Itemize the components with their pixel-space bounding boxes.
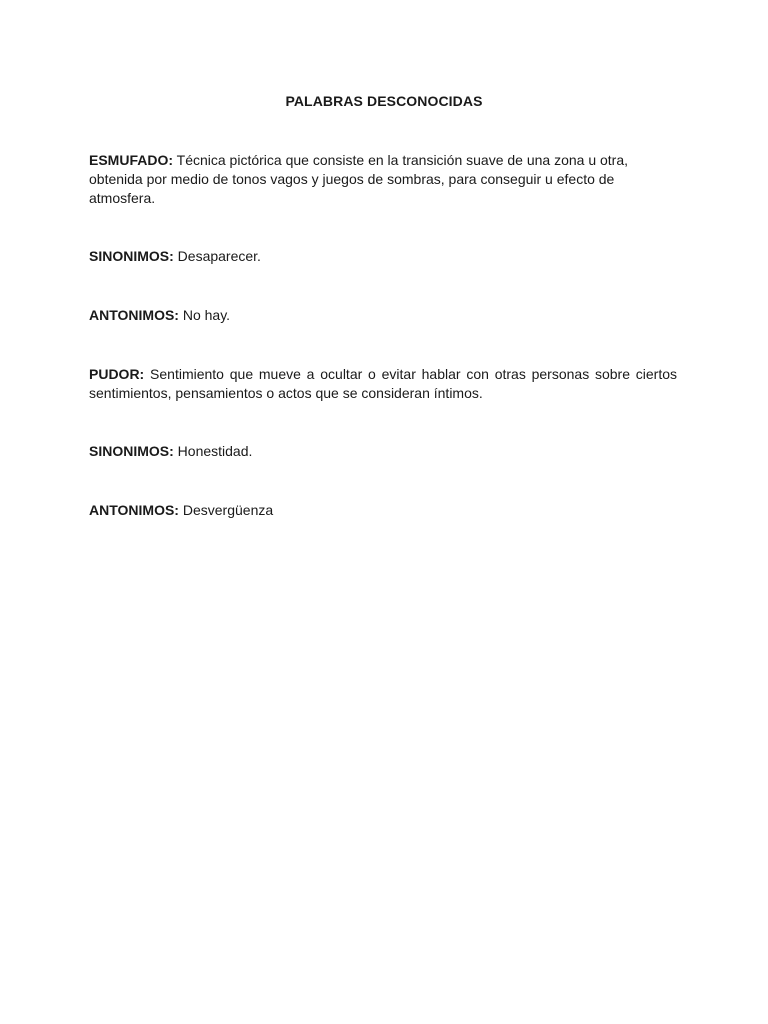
document-title: PALABRAS DESCONOCIDAS — [285, 93, 483, 109]
entry-pudor — [89, 365, 677, 403]
entry-term: ANTONIMOS: — [89, 502, 179, 518]
entry-antonimos-1 — [89, 306, 677, 325]
entry-definition: Técnica pictórica que consiste en la transición suave de una zona u otra, obtenida por medio de tonos vagos y juegos de sombras, para conseguir u efecto de atmosfera. — [89, 152, 629, 206]
entry-term: PUDOR: — [89, 366, 145, 382]
entry-sinonimos-2 — [89, 442, 677, 461]
entry-sinonimos-1 — [89, 247, 677, 266]
entry-definition: Honestidad. — [177, 443, 253, 459]
entry-esmufado — [89, 151, 677, 208]
entry-term: ESMUFADO: — [89, 152, 173, 168]
entry-term: SINONIMOS: — [89, 443, 174, 459]
entry-term: ANTONIMOS: — [89, 307, 179, 323]
entry-term: SINONIMOS: — [89, 248, 174, 264]
entry-definition: Sentimiento que mueve a ocultar o evitar hablar con otras personas sobre ciertos sentimientos, pensamientos o actos que se consideran íntimos. — [89, 366, 678, 401]
entry-definition: No hay. — [182, 307, 231, 323]
entry-definition: Desaparecer. — [177, 248, 261, 264]
entry-definition: Desvergüenza — [182, 502, 274, 518]
entry-antonimos-2 — [89, 501, 677, 520]
